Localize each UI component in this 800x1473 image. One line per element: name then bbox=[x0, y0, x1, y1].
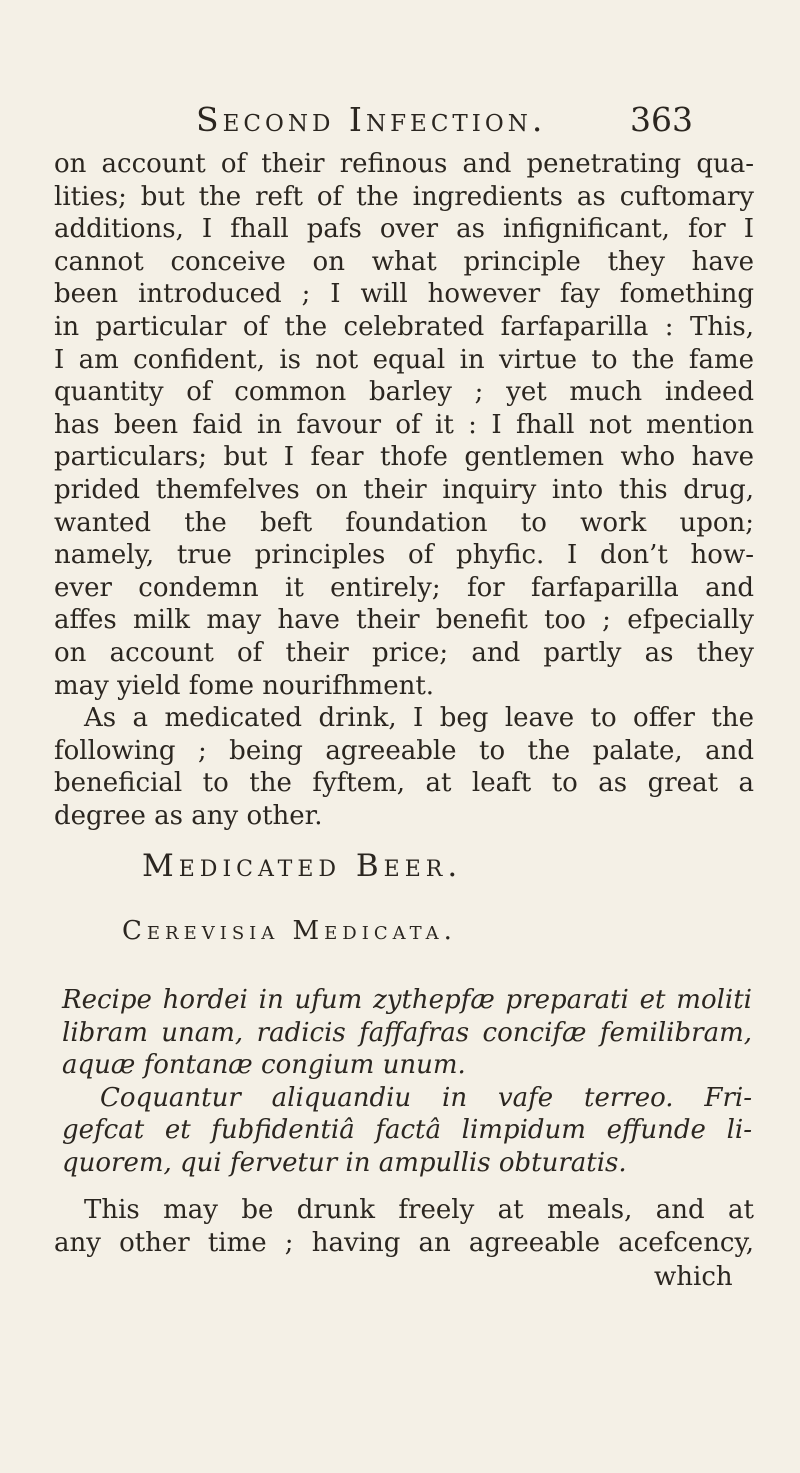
running-head: Second Infection. bbox=[196, 100, 547, 139]
text-line: beneficial to the fyftem, at leaft to as great a bbox=[54, 768, 754, 799]
text-line: affes milk may have their benefit too ; efpecially bbox=[54, 605, 754, 636]
text-line: on account of their refinous and penetrating qua- bbox=[54, 149, 754, 179]
text-line: prided themfelves on their inquiry into this drug, bbox=[54, 474, 754, 505]
body-paragraph bbox=[54, 148, 754, 832]
page-number: 363 bbox=[630, 100, 693, 139]
text-line: As a medicated drink, I beg leave to offer the bbox=[84, 703, 754, 734]
text-line: cannot conceive on what principle they have bbox=[54, 246, 754, 277]
text-line: on account of their price; and partly as they bbox=[54, 637, 754, 668]
text-line: I am confident, is not equal in virtue to the fame bbox=[54, 344, 754, 375]
recipe-line: Coquantur aliquandiu in vafe terreo. Fri- bbox=[100, 1082, 752, 1113]
section-heading: Medicated Beer. bbox=[142, 848, 463, 884]
text-line: particulars; but I fear thofe gentlemen who have bbox=[54, 442, 754, 473]
text-line: may yield fome nourifhment. bbox=[54, 670, 435, 701]
recipe-line: gefcat et fubfidentiâ factâ limpidum effunde li- bbox=[62, 1115, 752, 1146]
text-line: This may be drunk freely at meals, and at bbox=[84, 1195, 754, 1225]
recipe-block bbox=[62, 984, 752, 1180]
text-line: ever condemn it entirely; for farfaparilla and bbox=[54, 572, 754, 603]
text-line: been introduced ; I will however fay fomething bbox=[54, 279, 754, 310]
latin-subheading: Cerevisia Medicata. bbox=[122, 916, 457, 946]
text-line: wanted the beft foundation to work upon; bbox=[54, 507, 754, 538]
closing-paragraph bbox=[54, 1194, 754, 1259]
text-line: additions, I fhall pafs over as infignificant, for I bbox=[54, 214, 754, 245]
recipe-line: quorem, qui fervetur in ampullis obturatis. bbox=[62, 1147, 627, 1178]
text-line: following ; being agreeable to the palate, and bbox=[54, 735, 754, 766]
text-line: lities; but the reft of the ingredients as cuftomary bbox=[54, 181, 754, 212]
text-line: quantity of common barley ; yet much indeed bbox=[54, 377, 754, 408]
text-line: any other time ; having an agreeable acefcency, bbox=[54, 1227, 754, 1258]
text-line: has been faid in favour of it : I fhall not mention bbox=[54, 409, 754, 440]
text-line: namely, true principles of phyfic. I don’t how- bbox=[54, 540, 754, 571]
recipe-line: Recipe hordei in ufum zythepfæ preparati et moliti bbox=[62, 985, 752, 1015]
recipe-line: libram unam, radicis faffafras concifæ femilibram, bbox=[62, 1017, 752, 1048]
text-line: degree as any other. bbox=[54, 800, 323, 831]
catchword: which bbox=[654, 1262, 733, 1292]
text-line: in particular of the celebrated farfaparilla : This, bbox=[54, 311, 754, 342]
page-header bbox=[0, 92, 800, 142]
recipe-line: aquæ fontanæ congium unum. bbox=[62, 1050, 466, 1081]
